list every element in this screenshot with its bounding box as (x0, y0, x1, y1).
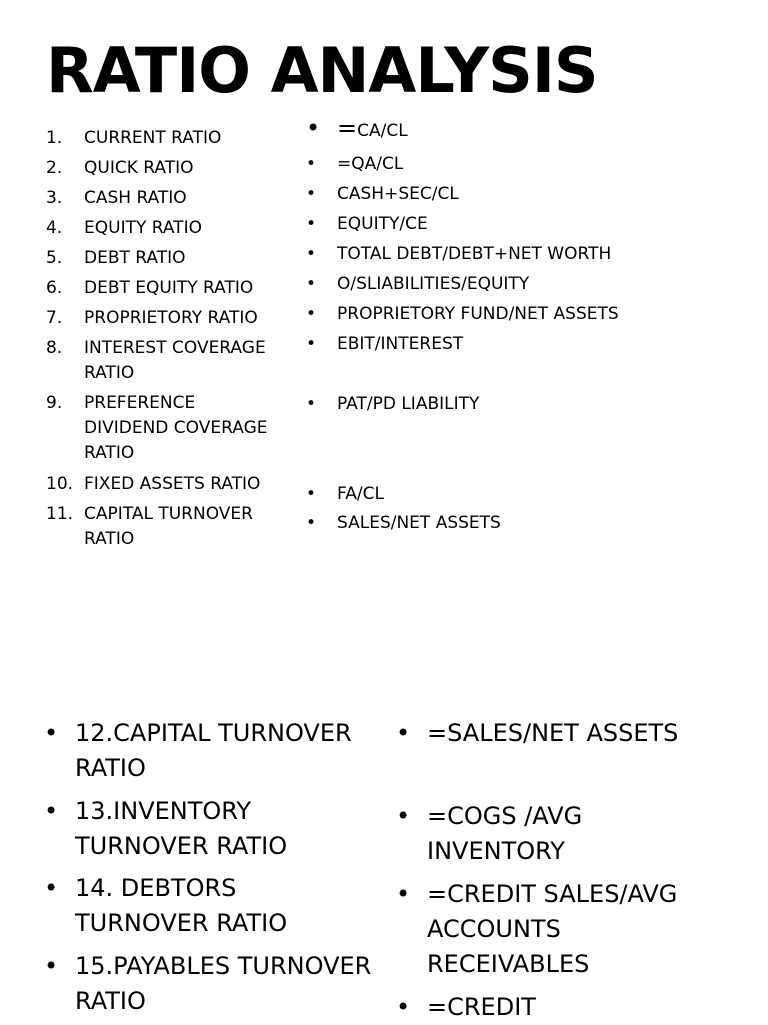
formula-text: TOTAL DEBT/DEBT+NET WORTH (337, 244, 612, 264)
bullet-icon: • (306, 154, 317, 174)
bullet-icon: • (306, 114, 321, 142)
formula-text: PROPRIETORY FUND/NET ASSETS (337, 304, 619, 324)
list-label: 15.PAYABLES TURNOVER RATIO (75, 952, 372, 1015)
bullet-icon: • (306, 304, 317, 324)
bullet-icon: • (44, 874, 59, 902)
list-label: DEBT RATIO (84, 248, 186, 268)
formula-text: =QA/CL (337, 154, 404, 174)
list-label: INTEREST COVERAGE RATIO (84, 338, 266, 383)
formula-text: SALES/NET ASSETS (337, 513, 501, 533)
bullet-icon: • (306, 394, 317, 414)
bullet-icon: • (396, 993, 411, 1021)
bullet-icon: • (396, 719, 411, 747)
list-label: PROPRIETORY RATIO (84, 308, 258, 328)
list-label: FIXED ASSETS RATIO (84, 474, 261, 494)
list-number: 9. (46, 393, 63, 413)
formula-text: =SALES/NET ASSETS (427, 719, 679, 747)
formula-text: =COGS /AVG INVENTORY (427, 802, 583, 865)
bullet-icon: • (396, 802, 411, 830)
bullet-icon: • (44, 952, 59, 980)
formula-text: CASH+SEC/CL (337, 184, 459, 204)
list-number: 5. (46, 248, 63, 268)
formula-prefix: = (337, 114, 358, 142)
bullet-icon: • (306, 214, 317, 234)
list-number: 6. (46, 278, 63, 298)
list-label: 13.INVENTORY TURNOVER RATIO (75, 797, 288, 860)
bullet-icon: • (306, 513, 317, 533)
list-label: CAPITAL TURNOVER RATIO (84, 504, 253, 549)
bullet-icon: • (306, 484, 317, 504)
bullet-icon: • (306, 334, 317, 354)
bullet-icon: • (306, 184, 317, 204)
list-number: 11. (46, 504, 74, 524)
bullet-icon: • (396, 880, 411, 908)
list-label: 14. DEBTORS TURNOVER RATIO (75, 874, 288, 937)
list-label: CURRENT RATIO (84, 128, 222, 148)
formula-text: =CREDIT (427, 993, 536, 1021)
list-label: EQUITY RATIO (84, 218, 202, 238)
list-label: CASH RATIO (84, 188, 187, 208)
formula-text: EBIT/INTEREST (337, 334, 464, 354)
formula-text: =CREDIT SALES/AVG ACCOUNTS RECEIVABLES (427, 880, 678, 978)
list-label: 12.CAPITAL TURNOVER RATIO (75, 719, 352, 782)
list-number: 4. (46, 218, 63, 238)
formula-text: PAT/PD LIABILITY (337, 394, 480, 414)
list-number: 1. (46, 128, 63, 148)
list-number: 2. (46, 158, 63, 178)
formula-text: FA/CL (337, 484, 384, 504)
formula-text: CA/CL (357, 121, 408, 141)
list-number: 8. (46, 338, 63, 358)
bullet-icon: • (44, 797, 59, 825)
list-label: QUICK RATIO (84, 158, 194, 178)
page-title: RATIO ANALYSIS (46, 34, 598, 107)
formula-text: O/SLIABILITIES/EQUITY (337, 274, 530, 294)
list-number: 7. (46, 308, 63, 328)
bullet-icon: • (44, 719, 59, 747)
formula-text: EQUITY/CE (337, 214, 428, 234)
bullet-icon: • (306, 244, 317, 264)
list-number: 3. (46, 188, 63, 208)
bullet-icon: • (306, 274, 317, 294)
list-label: PREFERENCE DIVIDEND COVERAGE RATIO (84, 393, 268, 463)
list-label: DEBT EQUITY RATIO (84, 278, 254, 298)
list-number: 10. (46, 474, 74, 494)
